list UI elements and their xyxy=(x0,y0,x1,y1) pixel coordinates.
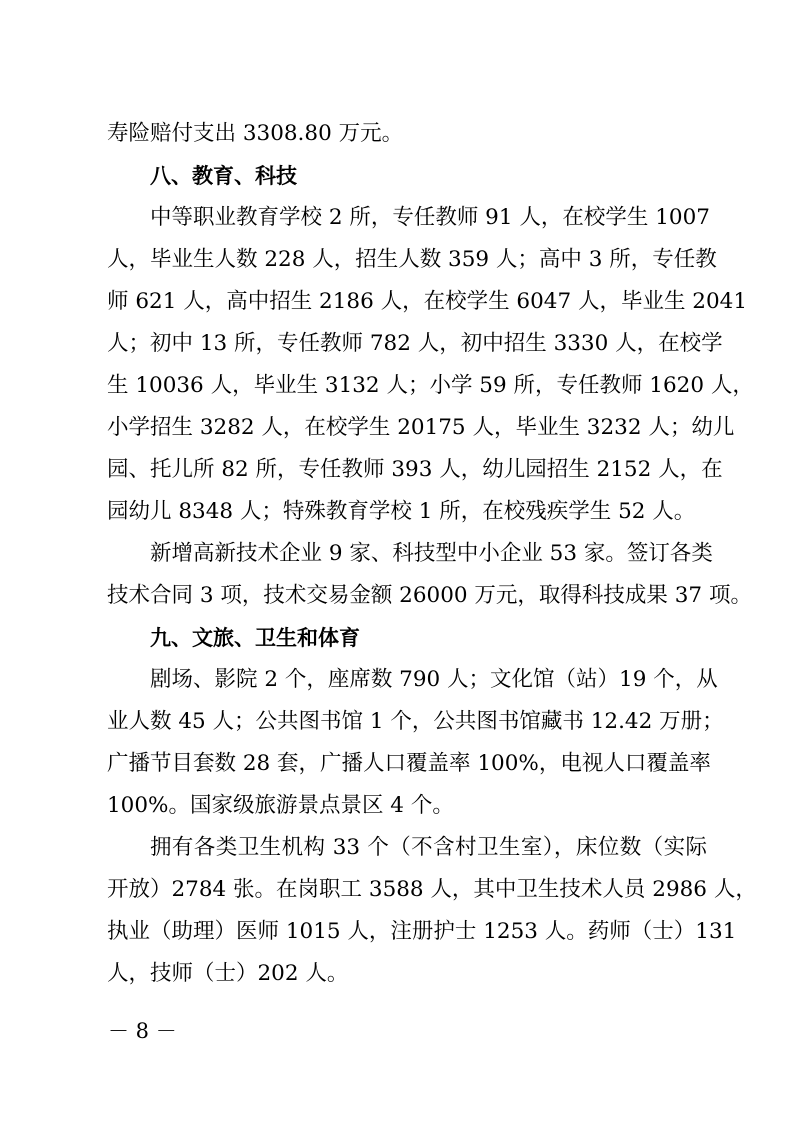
paragraph-line: 人；初中 13 所，专任教师 782 人，初中招生 3330 人，在校学 xyxy=(107,331,723,356)
paragraph-line: 小学招生 3282 人，在校学生 20175 人，毕业生 3232 人；幼儿 xyxy=(107,415,735,440)
paragraph-line: 人，毕业生人数 228 人，招生人数 359 人；高中 3 所，专任教 xyxy=(107,247,717,272)
paragraph-line: 剧场、影院 2 个，座席数 790 人；文化馆（站）19 个，从 xyxy=(150,667,718,692)
section-heading-education: 八、教育、科技 xyxy=(150,164,297,188)
paragraph-line: 人，技师（士）202 人。 xyxy=(107,961,349,986)
paragraph-line: 生 10036 人，毕业生 3132 人；小学 59 所，专任教师 1620 人， xyxy=(107,373,754,398)
paragraph-line: 寿险赔付支出 3308.80 万元。 xyxy=(107,121,404,146)
paragraph-line: 师 621 人，高中招生 2186 人，在校学生 6047 人，毕业生 2041 xyxy=(107,289,748,314)
page-number: － 8 － xyxy=(108,1019,177,1043)
paragraph-line: 拥有各类卫生机构 33 个（不含村卫生室），床位数（实际 xyxy=(150,835,707,860)
section-heading-culture-health: 九、文旅、卫生和体育 xyxy=(150,626,360,650)
paragraph-line: 100%。国家级旅游景点景区 4 个。 xyxy=(107,793,454,818)
paragraph-line: 中等职业教育学校 2 所，专任教师 91 人，在校学生 1007 xyxy=(150,205,710,230)
paragraph-line: 园、托儿所 82 所，专任教师 393 人，幼儿园招生 2152 人，在 xyxy=(107,457,723,482)
paragraph-line: 广播节目套数 28 套，广播人口覆盖率 100%，电视人口覆盖率 xyxy=(107,751,711,776)
paragraph-line: 技术合同 3 项，技术交易金额 26000 万元，取得科技成果 37 项。 xyxy=(107,583,752,608)
paragraph-line: 园幼儿 8348 人；特殊教育学校 1 所，在校残疾学生 52 人。 xyxy=(107,499,696,524)
paragraph-line: 开放）2784 张。在岗职工 3588 人，其中卫生技术人员 2986 人， xyxy=(107,877,757,902)
paragraph-line: 业人数 45 人；公共图书馆 1 个，公共图书馆藏书 12.42 万册； xyxy=(107,709,724,734)
paragraph-line: 新增高新技术企业 9 家、科技型中小企业 53 家。签订各类 xyxy=(150,541,713,566)
paragraph-line: 执业（助理）医师 1015 人，注册护士 1253 人。药师（士）131 xyxy=(107,919,737,944)
